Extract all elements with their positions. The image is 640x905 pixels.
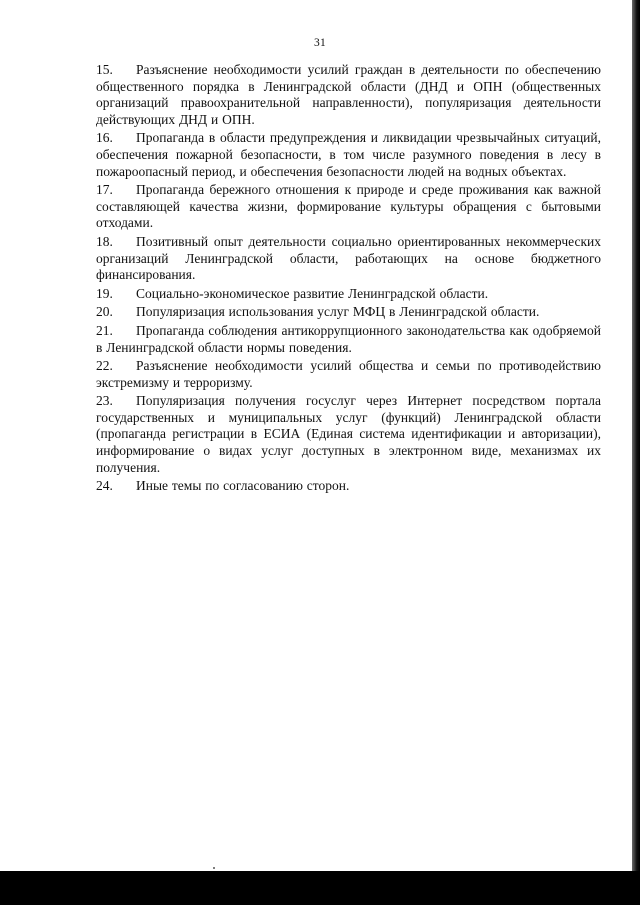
item-text: Пропаганда в области предупреждения и ликвидации чрезвычайных ситуаций, обеспечения пожарной безопасности, в том числе разумного поведения в лесу в пожароопасный период, и обеспечения безопасности людей на водных объектах. bbox=[96, 130, 601, 179]
item-text: Иные темы по согласованию сторон. bbox=[136, 478, 350, 494]
list-item bbox=[96, 358, 601, 391]
list-item bbox=[96, 304, 601, 321]
page-number: 31 bbox=[314, 37, 326, 49]
list-item bbox=[96, 323, 601, 356]
list-item bbox=[96, 182, 601, 232]
item-number: 16. bbox=[96, 130, 113, 146]
item-text: Разъяснение необходимости усилий общества и семьи по противодействию экстремизму и терроризму. bbox=[96, 358, 601, 390]
item-number: 22. bbox=[96, 358, 113, 374]
item-number: 19. bbox=[96, 285, 113, 301]
item-text: Популяризация получения госуслуг через Интернет посредством портала государственных и муниципальных услуг (функций) Ленинградской области (пропаганда регистрации в ЕСИА (Единая система идентификации и авторизации), информирование о видах услуг доступных в электронном виде, механизмах их получения. bbox=[96, 393, 601, 475]
item-number: 20. bbox=[96, 304, 113, 320]
item-number: 15. bbox=[96, 62, 113, 77]
list-item bbox=[96, 130, 601, 180]
list-item bbox=[96, 393, 601, 476]
scan-artifact bbox=[213, 867, 215, 869]
scan-edge-right bbox=[632, 0, 640, 905]
item-number: 18. bbox=[96, 233, 113, 249]
item-text: Пропаганда бережного отношения к природе и среде проживания как важной составляющей качества жизни, формирование культуры обращения с бытовыми отходами. bbox=[96, 182, 601, 231]
list-item bbox=[96, 478, 601, 495]
scan-edge-bottom bbox=[0, 871, 640, 905]
item-number: 21. bbox=[96, 322, 113, 338]
item-text: Позитивный опыт деятельности социально ориентированных некоммерческих организаций Ленинградской области, работающих на основе бюджетного финансирования. bbox=[96, 233, 601, 283]
item-text: Социально-экономическое развитие Ленинградской области. bbox=[136, 285, 489, 301]
item-number: 24. bbox=[96, 478, 113, 494]
item-text: Популяризация использования услуг МФЦ в Ленинградской области. bbox=[136, 304, 540, 320]
list-item bbox=[96, 286, 601, 303]
item-text: Разъяснение необходимости усилий граждан в деятельности по обеспечению общественного порядка в Ленинградской области (ДНД и ОПН (общественных организаций правоохранительной направленности), популяризация деятельности действующих ДНД и ОПН. bbox=[96, 62, 601, 127]
item-number: 17. bbox=[96, 182, 113, 198]
list-item bbox=[96, 234, 601, 284]
topic-list bbox=[96, 62, 601, 497]
item-text: Пропаганда соблюдения антикоррупционного законодательства как одобряемой в Ленинградской области нормы поведения. bbox=[96, 322, 601, 355]
item-number: 23. bbox=[96, 393, 113, 409]
list-item bbox=[96, 62, 601, 128]
